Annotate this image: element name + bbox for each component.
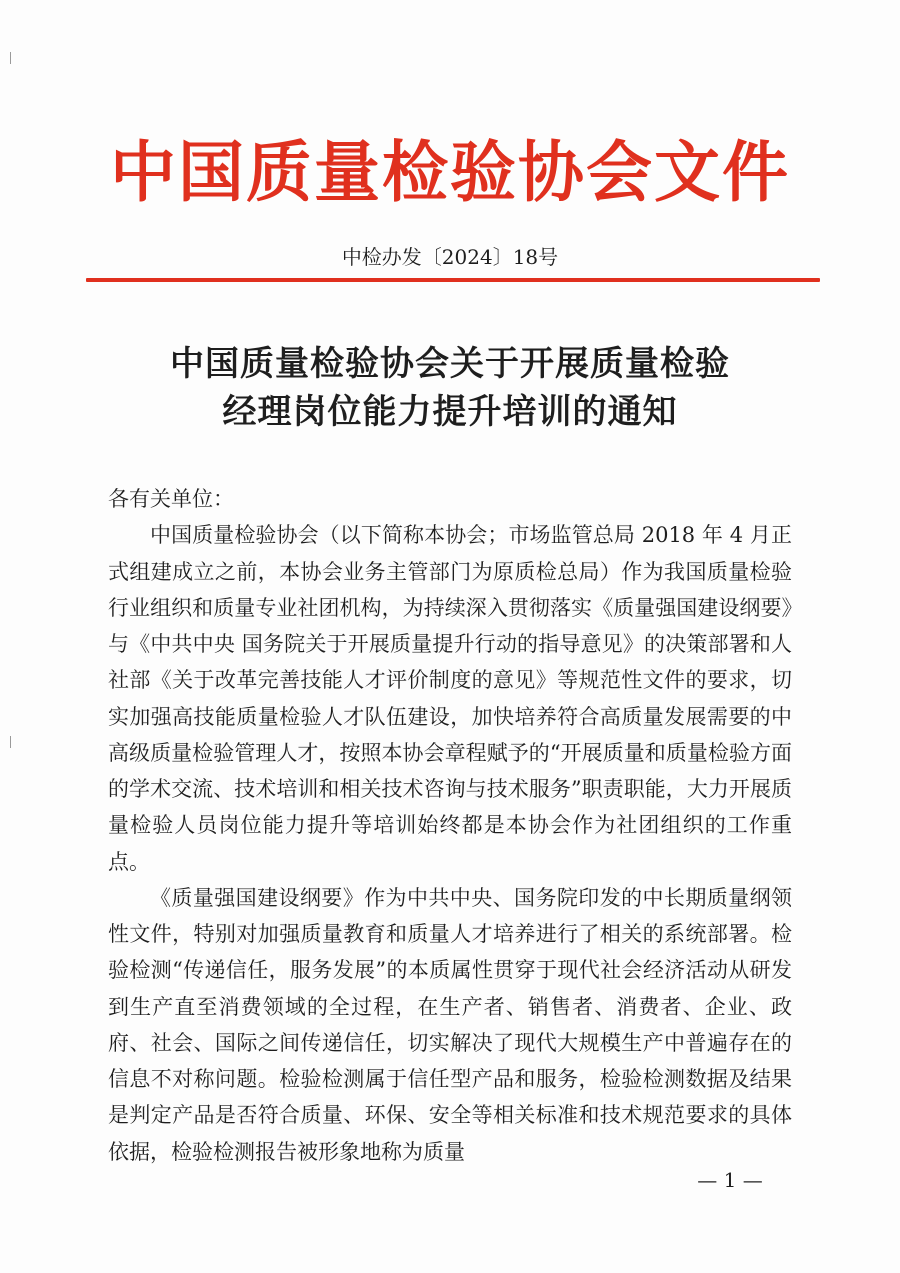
document-number: 中检办发〔2024〕18号	[341, 245, 559, 269]
scan-edge-mark-top	[10, 52, 11, 64]
notice-title-line-2: 经理岗位能力提升培训的通知	[222, 392, 678, 432]
body-paragraph-2: 《质量强国建设纲要》作为中共中央、国务院印发的中长期质量纲领性文件，特别对加强质量教育和质量人才培养进行了相关的系统部署。检验检测“传递信任，服务发展”的本质属性贯穿于现代社会经济活动从研发到生产直至消费领域的全过程，在生产者、销售者、消费者、企业、政府、社会、国际之间传递信任，切实解决了现代大规模生产中普遍存在的信息不对称问题。检验检测属于信任型产品和服务，检验检测数据及结果是判定产品是否符合质量、环保、安全等相关标准和技术规范要求的具体依据，检验检测报告被形象地称为质量	[108, 885, 792, 1164]
notice-title-line-1: 中国质量检验协会关于开展质量检验	[170, 344, 730, 384]
page-number: — 1 —	[697, 1168, 763, 1192]
salutation: 各有关单位：	[108, 487, 234, 511]
organization-document-title: 中国质量检验协会文件	[110, 134, 790, 211]
notice-title	[0, 340, 900, 436]
notice-body	[108, 481, 792, 1170]
scan-edge-mark-middle	[10, 736, 11, 748]
body-paragraph-1: 中国质量检验协会（以下简称本协会；市场监管总局 2018 年 4 月正式组建成立之前，本协会业务主管部门为原质检总局）作为我国质量检验行业组织和质量专业社团机构，为持续深入贯彻落实《质量强国建设纲要》与《中共中央 国务院关于开展质量提升行动的指导意见》的决策部署和人社部《关于改革完善技能人才评价制度的意见》等规范性文件的要求，切实加强高技能质量检验人才队伍建设，加快培养符合高质量发展需要的中高级质量检验管理人才，按照本协会章程赋予的“开展质量和质量检验方面的学术交流、技术培训和相关技术咨询与技术服务”职责职能，大力开展质量检验人员岗位能力提升等培训始终都是本协会作为社团组织的工作重点。	[108, 523, 792, 874]
header-red-rule	[86, 278, 820, 282]
